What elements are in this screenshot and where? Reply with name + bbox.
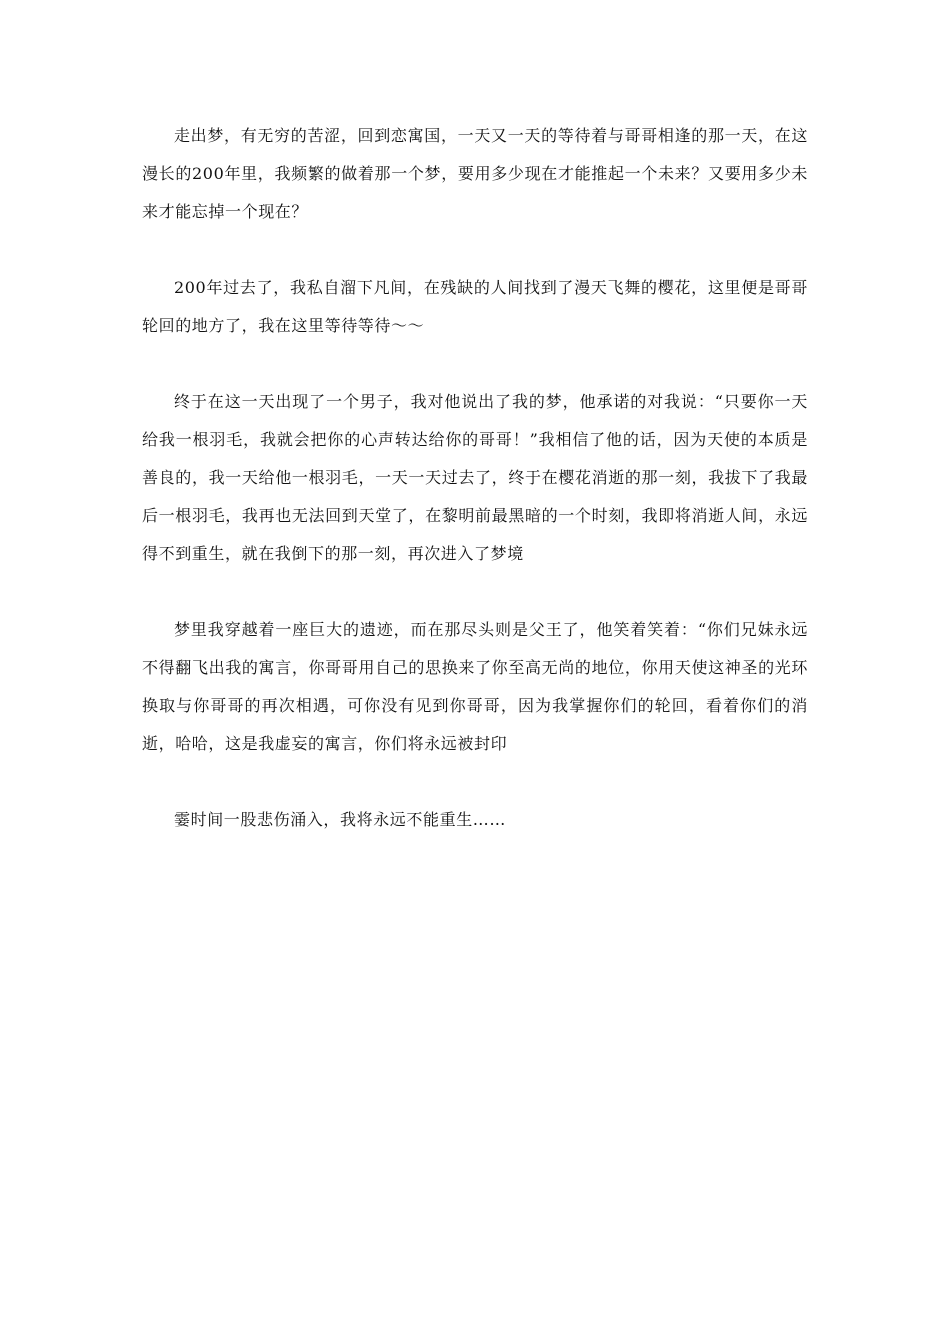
paragraph-5: 霎时间一股悲伤涌入，我将永远不能重生……	[174, 810, 507, 829]
paragraph-1: 走出梦，有无穷的苦涩，回到恋寓国，一天又一天的等待着与哥哥相逢的那一天，在这漫长的200年里，我频繁的做着那一个梦，要用多少现在才能推起一个未来？又要用多少未来才能忘掉一个现在？	[142, 126, 808, 221]
paragraph-4: 梦里我穿越着一座巨大的遗迹，而在那尽头则是父王了，他笑着笑着：“你们兄妹永远不得翻飞出我的寓言，你哥哥用自己的思换来了你至高无尚的地位，你用天使这神圣的光环换取与你哥哥的再次相遇，可你没有见到你哥哥，因为我掌握你们的轮回，看着你们的消逝，哈哈，这是我虚妄的寓言，你们将永远被封印	[142, 620, 808, 753]
paragraph-3: 终于在这一天出现了一个男子，我对他说出了我的梦，他承诺的对我说：“只要你一天给我一根羽毛，我就会把你的心声转达给你的哥哥！”我相信了他的话，因为天使的本质是善良的，我一天给他一根羽毛，一天一天过去了，终于在樱花消逝的那一刻，我拔下了我最后一根羽毛，我再也无法回到天堂了，在黎明前最黑暗的一个时刻，我即将消逝人间，永远得不到重生，就在我倒下的那一刻，再次进入了梦境	[142, 392, 808, 563]
paragraph-2: 200年过去了，我私自溜下凡间，在残缺的人间找到了漫天飞舞的樱花，这里便是哥哥轮回的地方了，我在这里等待等待～～	[142, 278, 808, 335]
document-body	[142, 117, 808, 877]
